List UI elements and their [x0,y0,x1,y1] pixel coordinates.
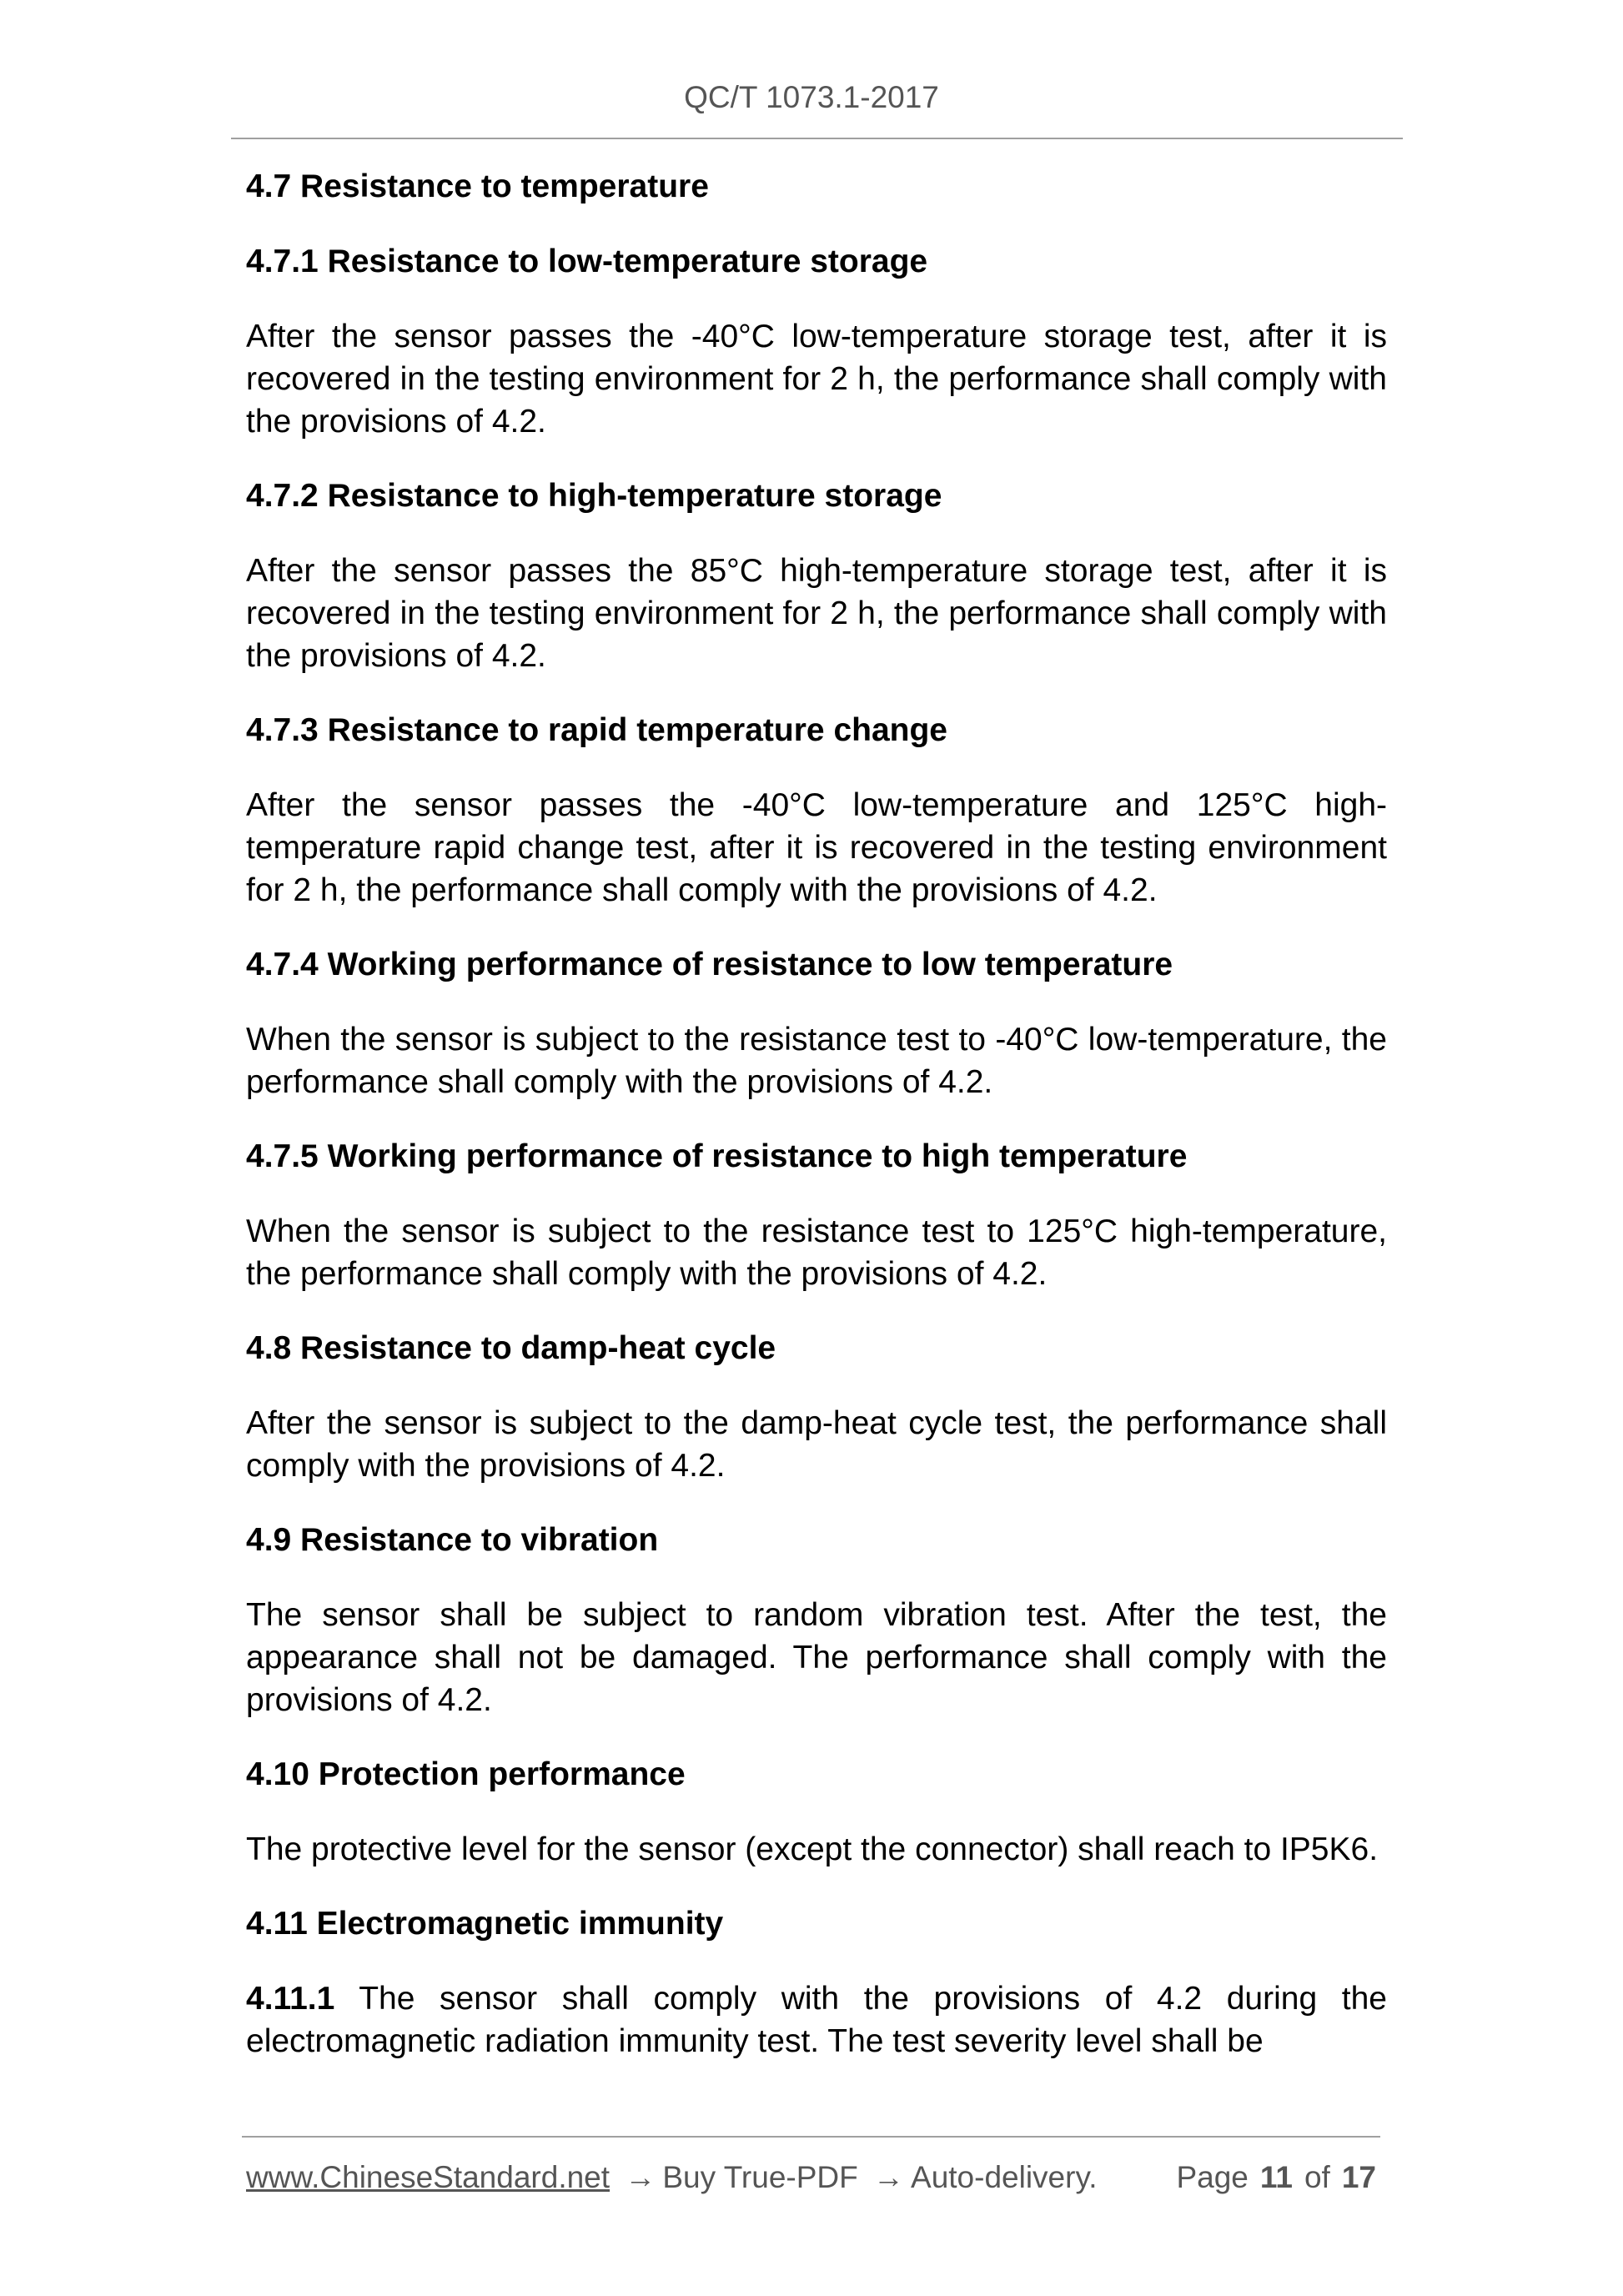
page-footer [246,2154,1376,2201]
section-heading-4-7-2: 4.7.2 Resistance to high-temperature storage [246,478,942,514]
header-divider [231,138,1403,139]
footer-promo [246,2154,1097,2201]
of-label: of [1304,2160,1330,2194]
section-text-4-7-2: After the sensor passes the 85°C high-temperature storage test, after it is recovered in the testing environment for 2 h, the performance shall comply with the provisions of 4.2. [246,553,1387,674]
clause-number: 4.11.1 [246,1981,335,2017]
section-heading-4-7: 4.7 Resistance to temperature [246,168,709,204]
section-heading-4-7-5: 4.7.5 Working performance of resistance to high temperature [246,1138,1188,1174]
section-heading-4-7-1: 4.7.1 Resistance to low-temperature storage [246,244,928,279]
page-indicator [1176,2154,1376,2201]
section-heading-4-8: 4.8 Resistance to damp-heat cycle [246,1330,776,1366]
section-text-4-7-3: After the sensor passes the -40°C low-temperature and 125°C high-temperature rapid change test, after it is recovered in the testing environment for 2 h, the performance shall comply with the provisions of 4.2. [246,787,1387,908]
section-text-4-7-4: When the sensor is subject to the resistance test to -40°C low-temperature, the performance shall comply with the provisions of 4.2. [246,1022,1387,1100]
section-text-4-7-5: When the sensor is subject to the resistance test to 125°C high-temperature, the performance shall comply with the provisions of 4.2. [246,1213,1387,1292]
document-code-header: QC/T 1073.1-2017 [684,80,939,114]
section-text-4-7-1: After the sensor passes the -40°C low-temperature storage test, after it is recovered in the testing environment for 2 h, the performance shall comply with the provisions of 4.2. [246,319,1387,440]
section-text-4-8: After the sensor is subject to the damp-heat cycle test, the performance shall comply with the provisions of 4.2. [246,1405,1387,1484]
section-heading-4-10: 4.10 Protection performance [246,1756,686,1792]
arrow-right-icon: → [625,2160,656,2194]
footer-divider [242,2136,1380,2138]
section-heading-4-11: 4.11 Electromagnetic immunity [246,1906,724,1942]
section-heading-4-9: 4.9 Resistance to vibration [246,1522,659,1558]
section-text-4-10: The protective level for the sensor (except the connector) shall reach to IP5K6. [246,1831,1379,1867]
section-heading-4-7-4: 4.7.4 Working performance of resistance to low temperature [246,947,1173,982]
section-heading-4-7-3: 4.7.3 Resistance to rapid temperature change [246,712,947,748]
website-link[interactable]: www.ChineseStandard.net [246,2160,611,2194]
delivery-text: Auto-delivery. [911,2160,1098,2194]
clause-text: The sensor shall comply with the provisions of 4.2 during the electromagnetic radiation immunity test. The test severity level shall be [246,1981,1387,2059]
current-page-number: 11 [1259,2160,1293,2194]
total-pages-number: 17 [1341,2160,1376,2194]
clause-4-11-1 [246,1977,1387,2062]
page-label: Page [1176,2160,1249,2194]
document-body [246,165,1387,2094]
buy-text: Buy True-PDF [662,2160,858,2194]
arrow-right-icon: → [873,2160,905,2194]
section-text-4-9: The sensor shall be subject to random vibration test. After the test, the appearance shall not be damaged. The performance shall comply with the provisions of 4.2. [246,1597,1387,1718]
